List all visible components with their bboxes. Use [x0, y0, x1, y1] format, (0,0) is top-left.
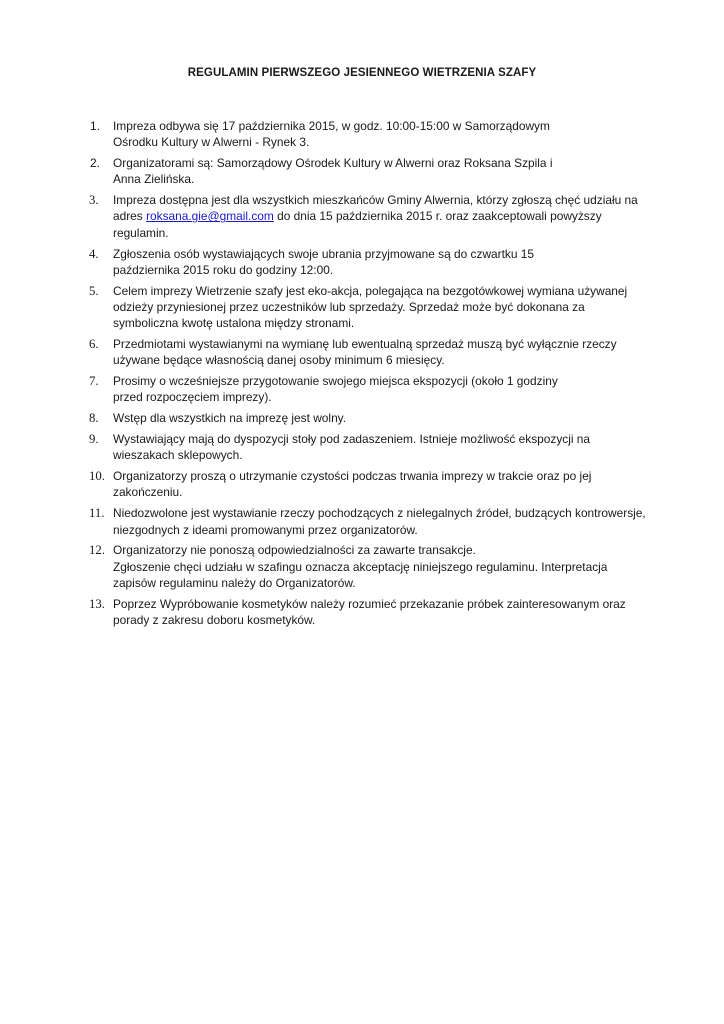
rule-text-line: Wystawiający mają do dyspozycji stoły pod zadaszeniem. Istnieje możliwość ekspozycji na	[113, 432, 591, 447]
rule-text-line: wieszakach sklepowych.	[113, 448, 243, 463]
rule-text-line: Ośrodku Kultury w Alwerni - Rynek 3.	[113, 135, 310, 150]
rule-text-line: Wstęp dla wszystkich na imprezę jest wolny.	[113, 411, 347, 426]
rule-text-line: Organizatorzy nie ponoszą odpowiedzialności za zawarte transakcje.	[113, 543, 476, 558]
rule-number: 8.	[89, 411, 99, 426]
rule-number: 11.	[89, 506, 105, 521]
rule-text-line: Poprzez Wypróbowanie kosmetyków należy rozumieć przekazanie próbek zainteresowanym oraz	[113, 596, 626, 611]
rule-item-11	[87, 505, 657, 538]
rule-text-line: Organizatorami są: Samorządowy Ośrodek Kultury w Alwerni oraz Roksana Szpila i	[113, 156, 553, 171]
rule-number: 13.	[89, 596, 105, 611]
email-link[interactable]: roksana.gie@gmail.com	[146, 209, 274, 224]
document-title: REGULAMIN PIERWSZEGO JESIENNEGO WIETRZENIA SZAFY	[187, 67, 537, 79]
rule-item-6	[87, 336, 657, 369]
rule-text-line: Impreza odbywa się 17 października 2015, w godz. 10:00-15:00 w Samorządowym	[113, 119, 550, 133]
rule-number: 7.	[89, 374, 99, 389]
rule-number: 5.	[89, 283, 99, 298]
rule-text-line: odzieży przyniesionej przez uczestników lub sprzedaży. Sprzedaż może być dokonana za	[113, 299, 585, 314]
rule-item-12	[87, 542, 657, 591]
rule-item-13	[87, 596, 657, 629]
rule-item-7	[87, 373, 657, 406]
rule-text-line: symboliczna kwotę ustalona między stronami.	[113, 316, 355, 331]
rule-item-5	[87, 283, 657, 332]
rule-number: 2.	[90, 156, 100, 171]
rule-text-line: Anna Zielińska.	[113, 172, 195, 187]
rule-number: 12.	[89, 543, 105, 558]
rule-text-line: Prosimy o wcześniejsze przygotowanie swojego miejsca ekspozycji (około 1 godziny	[113, 374, 558, 389]
rule-text-line: używane będące własnością danej osoby minimum 6 miesięcy.	[113, 353, 445, 368]
rule-number: 3.	[89, 193, 99, 208]
rule-text-line: Organizatorzy proszą o utrzymanie czystości podczas trwania imprezy w trakcie oraz po jej	[113, 469, 592, 484]
rule-item-4	[87, 246, 657, 279]
rule-item-10	[87, 468, 657, 501]
rule-text-segment: adres	[113, 209, 147, 224]
rule-item-9	[87, 431, 657, 464]
rule-text-line: Zgłoszenie chęci udziału w szafingu oznacza akceptację niniejszego regulaminu. Interpretacja	[113, 559, 608, 574]
rule-number: 6.	[89, 337, 99, 352]
rule-text-line: porady z zakresu doboru kosmetyków.	[113, 613, 316, 628]
rule-text-line: Impreza dostępna jest dla wszystkich mieszkańców Gminy Alwernia, którzy zgłoszą chęć udziału na	[113, 193, 638, 208]
rule-item-1	[87, 118, 657, 151]
rule-text-line: zapisów regulaminu należy do Organizatorów.	[113, 575, 356, 590]
rule-text-line: zakończeniu.	[113, 485, 183, 500]
rule-text-line: niezgodnych z ideami promowanymi przez organizatorów.	[113, 522, 418, 537]
rule-number: 1.	[90, 119, 100, 133]
rule-item-2	[87, 155, 657, 188]
rule-item-3	[87, 192, 657, 241]
rule-text-line: regulamin.	[113, 225, 169, 240]
rule-text-line	[113, 208, 657, 224]
rule-text-line: Niedozwolone jest wystawianie rzeczy pochodzących z nielegalnych źródeł, budzących kontrowersje,	[113, 506, 646, 521]
rule-text-line: Zgłoszenia osób wystawiających swoje ubrania przyjmowane są do czwartku 15	[113, 246, 534, 261]
rule-text-line: października 2015 roku do godziny 12:00.	[113, 262, 334, 277]
rule-number: 4.	[89, 246, 99, 261]
rule-text-line: Celem imprezy Wietrzenie szafy jest eko-akcja, polegająca na bezgotówkowej wymiana używanej	[113, 283, 628, 298]
rule-number: 10.	[89, 469, 105, 484]
rules-list	[87, 118, 657, 633]
rule-text-segment: do dnia 15 października 2015 r. oraz zaakceptowali powyższy	[273, 209, 602, 224]
rule-number: 9.	[89, 432, 99, 447]
rule-text-line: przed rozpoczęciem imprezy).	[113, 390, 272, 405]
rule-item-8	[87, 410, 657, 426]
rule-text-line: Przedmiotami wystawianymi na wymianę lub ewentualną sprzedaż muszą być wyłącznie rzeczy	[113, 337, 617, 352]
